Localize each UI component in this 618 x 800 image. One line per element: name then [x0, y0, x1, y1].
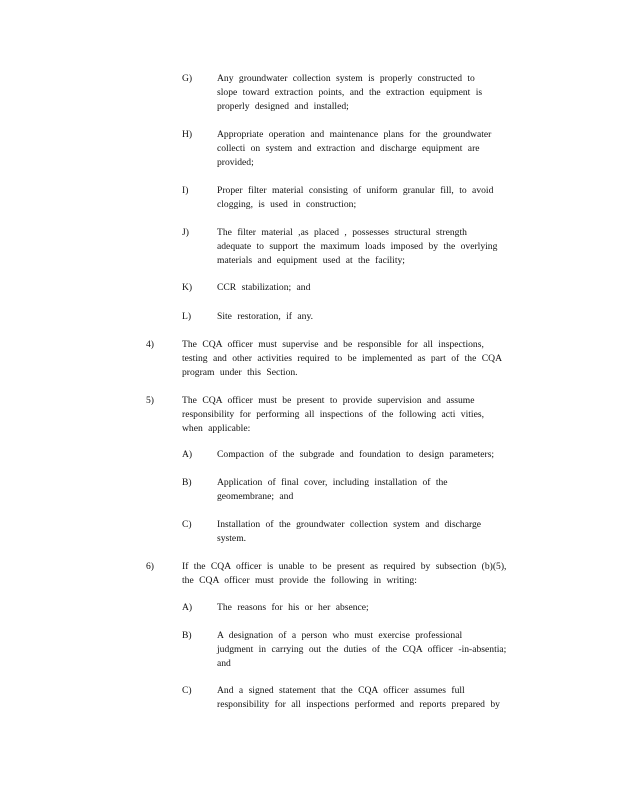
item-label: L): [182, 311, 192, 322]
item-text: Application of final cover, including installation of the geomembrane; and: [217, 477, 448, 502]
item-text: The filter material ,as placed , possesses structural strength adequate to support the maximum loads imposed by the overlying materials and equipment used at the facility;: [217, 227, 498, 266]
item-text: Installation of the groundwater collection system and discharge system.: [217, 519, 482, 544]
item-text: A designation of a person who must exercise professional judgment in carrying out the duties of the CQA officer -in-absentia; and: [217, 630, 507, 669]
item-label: B): [182, 630, 192, 641]
item-label: 6): [146, 561, 154, 572]
item-label: J): [182, 227, 189, 238]
item-label: A): [182, 602, 193, 613]
item-text: The CQA officer must supervise and be responsible for all inspections, testing and other activities required to be implemented as part of the CQA program under this Section.: [182, 339, 502, 378]
item-text: And a signed statement that the CQA officer assumes full responsibility for all inspections performed and reports prepared by: [217, 685, 500, 710]
item-label: B): [182, 477, 192, 488]
item-label: H): [182, 129, 193, 140]
item-label: 4): [146, 339, 154, 350]
item-label: A): [182, 449, 193, 460]
item-label: I): [182, 185, 189, 196]
item-label: 5): [146, 395, 154, 406]
item-text: Proper filter material consisting of uniform granular fill, to avoid clogging, is used in construction;: [217, 185, 494, 210]
item-text: The reasons for his or her absence;: [217, 602, 369, 613]
item-text: The CQA officer must be present to provide supervision and assume responsibility for performing all inspections of the following acti vities, when applicable:: [182, 395, 484, 434]
item-text: Compaction of the subgrade and foundation to design parameters;: [217, 449, 495, 460]
item-label: K): [182, 282, 193, 293]
item-text: Any groundwater collection system is properly constructed to slope toward extraction points, and the extraction equipment is properly designed and installed;: [217, 73, 483, 112]
item-text: If the CQA officer is unable to be present as required by subsection (b)(5), the CQA officer must provide the following in writing:: [182, 561, 507, 586]
item-label: C): [182, 685, 192, 696]
item-text: Appropriate operation and maintenance plans for the groundwater collecti on system and extraction and discharge equipment are provided;: [217, 129, 492, 168]
item-text: Site restoration, if any.: [217, 311, 314, 322]
item-text: CCR stabilization; and: [217, 282, 311, 293]
item-label: G): [182, 73, 193, 84]
item-label: C): [182, 519, 192, 530]
